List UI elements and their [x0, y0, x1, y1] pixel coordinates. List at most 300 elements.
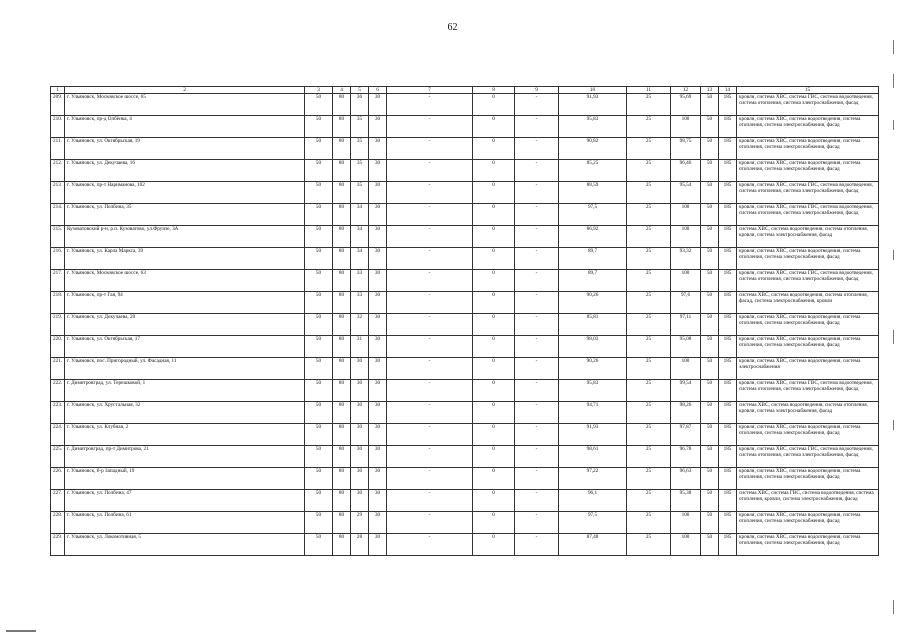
table-row	[51, 116, 879, 138]
value-cell: 0	[473, 512, 515, 534]
value-cell: 30	[369, 160, 387, 182]
table-row	[51, 248, 879, 270]
value-cell: 25	[627, 248, 671, 270]
row-number-cell: 217.	[51, 270, 65, 292]
works-cell: кровли, система ХВС, система водоотведения, система отопления, система электроснабжения, фасад	[737, 138, 879, 160]
value-cell: 100	[671, 116, 701, 138]
value-cell: -	[387, 94, 473, 116]
value-cell: 185	[719, 468, 737, 490]
table-row	[51, 204, 879, 226]
value-cell: 30	[369, 358, 387, 380]
row-number-cell: 219.	[51, 314, 65, 336]
value-cell: 34	[351, 204, 369, 226]
repair-table	[50, 86, 879, 556]
row-number-cell: 215.	[51, 226, 65, 248]
value-cell: -	[387, 512, 473, 534]
value-cell: 30	[369, 138, 387, 160]
row-number-cell: 222.	[51, 380, 65, 402]
value-cell: 0	[473, 138, 515, 160]
value-cell: 80	[333, 336, 351, 358]
value-cell: 185	[719, 446, 737, 468]
table-row	[51, 336, 879, 358]
row-number-cell: 211.	[51, 138, 65, 160]
value-cell: 0	[473, 248, 515, 270]
value-cell: 0	[473, 446, 515, 468]
table-row	[51, 424, 879, 446]
value-cell: 25	[627, 270, 671, 292]
value-cell: 30	[369, 512, 387, 534]
margin-mark	[893, 40, 894, 54]
table-row	[51, 380, 879, 402]
value-cell: 30	[369, 204, 387, 226]
value-cell: 50	[701, 292, 719, 314]
value-cell: 185	[719, 116, 737, 138]
value-cell: 25	[627, 336, 671, 358]
address-cell: г. Ульяновск, Московское шоссе, 63	[65, 270, 305, 292]
value-cell: 80	[333, 424, 351, 446]
value-cell: -	[515, 160, 559, 182]
value-cell: 185	[719, 512, 737, 534]
value-cell: 30	[369, 468, 387, 490]
works-cell: система ХВС, система ГВС, система водоотведения, система отопления, кровли, система электроснабжения, фасад	[737, 490, 879, 512]
address-cell: г. Ульяновск, ул. Декучаева, 16	[65, 160, 305, 182]
row-number-cell: 224.	[51, 424, 65, 446]
value-cell: 97,6	[671, 292, 701, 314]
value-cell: 50	[305, 402, 333, 424]
value-cell: 25	[627, 116, 671, 138]
address-cell: г. Ульяновск, пр-т Нариманова, 102	[65, 182, 305, 204]
works-cell: кровли, система ХВС, система ГВС, система водоотведения, система отопления, система электроснабжения, фасад	[737, 182, 879, 204]
value-cell: 50	[305, 512, 333, 534]
value-cell: 97,22	[559, 468, 627, 490]
value-cell: 50	[701, 534, 719, 556]
address-cell: г. Ульяновск, ул. Клубная, 2	[65, 424, 305, 446]
value-cell: 50	[701, 116, 719, 138]
value-cell: 50	[701, 402, 719, 424]
value-cell: 30	[369, 116, 387, 138]
column-header: 14	[719, 87, 737, 94]
value-cell: 50	[305, 270, 333, 292]
margin-mark	[893, 330, 894, 344]
value-cell: 50	[701, 490, 719, 512]
value-cell: 50	[305, 138, 333, 160]
address-cell: г. Ульяновск, ул. Полбина, 47	[65, 490, 305, 512]
address-cell: г. Ульяновск, ул. Докучаева, 20	[65, 314, 305, 336]
value-cell: 97,5	[559, 204, 627, 226]
table-row	[51, 292, 879, 314]
table-row	[51, 534, 879, 556]
value-cell: 30	[351, 468, 369, 490]
value-cell: 50	[701, 380, 719, 402]
table-row	[51, 160, 879, 182]
value-cell: 25	[627, 292, 671, 314]
row-number-cell: 213.	[51, 182, 65, 204]
value-cell: 25	[627, 182, 671, 204]
value-cell: 80	[333, 380, 351, 402]
value-cell: 50	[305, 468, 333, 490]
address-cell: г. Ульяновск, ул. Полбина, 61	[65, 512, 305, 534]
value-cell: -	[515, 116, 559, 138]
row-number-cell: 218.	[51, 292, 65, 314]
value-cell: 33	[351, 270, 369, 292]
value-cell: 50	[305, 116, 333, 138]
value-cell: 185	[719, 424, 737, 446]
value-cell: 0	[473, 94, 515, 116]
column-header: 4	[333, 87, 351, 94]
value-cell: 25	[627, 424, 671, 446]
value-cell: -	[515, 424, 559, 446]
value-cell: 31	[351, 336, 369, 358]
value-cell: 98,03	[559, 336, 627, 358]
value-cell: 30	[369, 292, 387, 314]
value-cell: 0	[473, 358, 515, 380]
value-cell: 30	[351, 490, 369, 512]
margin-mark	[893, 250, 894, 260]
value-cell: -	[515, 270, 559, 292]
value-cell: -	[387, 138, 473, 160]
value-cell: 91,93	[559, 94, 627, 116]
value-cell: -	[387, 446, 473, 468]
works-cell: кровли, система ХВС, система ГВС, система водоотведения, система отопления, система электроснабжения, фасад	[737, 204, 879, 226]
value-cell: 100	[671, 534, 701, 556]
value-cell: 80	[333, 138, 351, 160]
value-cell: 80	[333, 446, 351, 468]
value-cell: 98,26	[671, 402, 701, 424]
value-cell: 50	[701, 314, 719, 336]
value-cell: 25	[627, 204, 671, 226]
value-cell: 30	[369, 270, 387, 292]
value-cell: -	[515, 358, 559, 380]
value-cell: 30	[369, 248, 387, 270]
value-cell: 97,87	[671, 424, 701, 446]
value-cell: 50	[305, 336, 333, 358]
value-cell: 34	[351, 248, 369, 270]
works-cell: кровли, система ХВС, система ГВС, система водоотведения, система отопления, система электроснабжения, фасад	[737, 94, 879, 116]
value-cell: 185	[719, 358, 737, 380]
value-cell: 185	[719, 94, 737, 116]
value-cell: 25	[627, 468, 671, 490]
value-cell: 50	[305, 490, 333, 512]
value-cell: -	[387, 204, 473, 226]
value-cell: 50	[305, 94, 333, 116]
value-cell: -	[387, 468, 473, 490]
address-cell: г. Ульяновск, ул. Хрустальная, 32	[65, 402, 305, 424]
value-cell: -	[515, 248, 559, 270]
works-cell: кровли, система ХВС, система водоотведения, система отопления, система электроснабжения, фасад	[737, 468, 879, 490]
value-cell: 50	[305, 182, 333, 204]
works-cell: кровли, система ХВС, система водоотведения, система отопления, система электроснабжения, фасад	[737, 534, 879, 556]
value-cell: 0	[473, 160, 515, 182]
margin-mark	[893, 120, 894, 130]
value-cell: 25	[627, 160, 671, 182]
address-cell: г. Ульяновск, б-р Западный, 19	[65, 468, 305, 490]
value-cell: 50	[701, 204, 719, 226]
value-cell: 50	[701, 226, 719, 248]
value-cell: 30	[369, 534, 387, 556]
value-cell: 36	[351, 94, 369, 116]
value-cell: 100	[671, 226, 701, 248]
row-number-cell: 221.	[51, 358, 65, 380]
value-cell: -	[515, 446, 559, 468]
value-cell: 29	[351, 512, 369, 534]
value-cell: -	[387, 116, 473, 138]
value-cell: 100	[671, 358, 701, 380]
works-cell: кровли, система ХВС, система водоотведения, система отопления, система электроснабжения, фасад	[737, 248, 879, 270]
address-cell: г. Ульяновск, ул. Локомотивная, 5	[65, 534, 305, 556]
column-header: 1	[51, 87, 65, 94]
value-cell: 25	[627, 380, 671, 402]
table-row	[51, 358, 879, 380]
value-cell: 185	[719, 160, 737, 182]
value-cell: 30	[351, 358, 369, 380]
column-header: 7	[387, 87, 473, 94]
value-cell: 50	[701, 182, 719, 204]
value-cell: 80	[333, 292, 351, 314]
works-cell: система ХВС, система водоотведения, система отопления, фасад, система электроснабжения, кровли	[737, 292, 879, 314]
value-cell: 80	[333, 226, 351, 248]
value-cell: 30	[351, 446, 369, 468]
value-cell: 50	[305, 534, 333, 556]
address-cell: г. Димитровград, ул. Терешковой, 1	[65, 380, 305, 402]
row-number-cell: 229.	[51, 534, 65, 556]
value-cell: 90,26	[559, 292, 627, 314]
row-number-cell: 225.	[51, 446, 65, 468]
value-cell: 94,71	[559, 402, 627, 424]
table-row	[51, 94, 879, 116]
column-header: 2	[65, 87, 305, 94]
value-cell: 25	[627, 446, 671, 468]
value-cell: 80	[333, 358, 351, 380]
value-cell: 185	[719, 402, 737, 424]
value-cell: 50	[305, 226, 333, 248]
value-cell: -	[387, 292, 473, 314]
value-cell: 35	[351, 160, 369, 182]
table-row	[51, 468, 879, 490]
margin-mark	[6, 630, 36, 632]
value-cell: -	[387, 380, 473, 402]
value-cell: -	[387, 534, 473, 556]
value-cell: 50	[305, 292, 333, 314]
value-cell: 80	[333, 248, 351, 270]
address-cell: г. Ульяновск, пр-д Олбёнка, 4	[65, 116, 305, 138]
works-cell: кровли, система ХВС, система водоотведения, система отопления, система электроснабжения, фасад	[737, 512, 879, 534]
value-cell: 0	[473, 424, 515, 446]
address-cell: Кузоватовский р-н, р.п. Кузоватово, ул.Фрунзе, 3А	[65, 226, 305, 248]
value-cell: 34	[351, 226, 369, 248]
value-cell: 0	[473, 270, 515, 292]
value-cell: 30	[369, 446, 387, 468]
works-cell: кровли, система ХВС, система водоотведения, система электроснабжения	[737, 358, 879, 380]
row-number-cell: 216.	[51, 248, 65, 270]
value-cell: 50	[305, 358, 333, 380]
value-cell: 25	[627, 94, 671, 116]
row-number-cell: 220.	[51, 336, 65, 358]
value-cell: 80	[333, 490, 351, 512]
value-cell: -	[515, 292, 559, 314]
value-cell: 0	[473, 116, 515, 138]
works-cell: кровли, система ХВС, система ГВС, система водоотведения, система отопления, система электроснабжения, фасад	[737, 446, 879, 468]
value-cell: 80	[333, 116, 351, 138]
address-cell: г. Ульяновск, ул. Полбина, 35	[65, 204, 305, 226]
value-cell: 80	[333, 468, 351, 490]
row-number-cell: 212.	[51, 160, 65, 182]
value-cell: 50	[701, 94, 719, 116]
value-cell: 96,78	[671, 446, 701, 468]
table-row	[51, 138, 879, 160]
value-cell: 80	[333, 94, 351, 116]
value-cell: 100	[671, 512, 701, 534]
value-cell: 185	[719, 490, 737, 512]
value-cell: 30	[369, 380, 387, 402]
margin-mark	[893, 600, 894, 614]
value-cell: 50	[701, 358, 719, 380]
works-cell: система ХВС, система водоотведения, система отопления, кровли, система электроснабжения, фасад	[737, 402, 879, 424]
value-cell: 25	[627, 512, 671, 534]
value-cell: 50	[701, 512, 719, 534]
value-cell: 0	[473, 534, 515, 556]
value-cell: 96,63	[671, 468, 701, 490]
value-cell: 80	[333, 270, 351, 292]
page-number: 62	[447, 22, 458, 33]
row-number-cell: 223.	[51, 402, 65, 424]
value-cell: 32	[351, 314, 369, 336]
value-cell: 50	[305, 314, 333, 336]
value-cell: 30	[369, 182, 387, 204]
value-cell: -	[387, 226, 473, 248]
column-header: 13	[701, 87, 719, 94]
address-cell: г. Ульяновск, пос. Пригородный, ул. Фасадная, 11	[65, 358, 305, 380]
value-cell: 25	[627, 358, 671, 380]
value-cell: 0	[473, 226, 515, 248]
value-cell: 0	[473, 468, 515, 490]
value-cell: -	[515, 380, 559, 402]
table-row	[51, 314, 879, 336]
value-cell: 25	[627, 402, 671, 424]
value-cell: 35	[351, 116, 369, 138]
value-cell: 85,81	[559, 314, 627, 336]
value-cell: 30	[369, 94, 387, 116]
value-cell: -	[515, 138, 559, 160]
table-row	[51, 182, 879, 204]
value-cell: 95,69	[671, 94, 701, 116]
value-cell: 87,48	[559, 534, 627, 556]
value-cell: 95,83	[559, 116, 627, 138]
value-cell: 90,82	[559, 138, 627, 160]
value-cell: 185	[719, 248, 737, 270]
margin-mark	[893, 74, 894, 88]
column-header: 15	[737, 87, 879, 94]
value-cell: 80	[333, 204, 351, 226]
value-cell: 25	[627, 534, 671, 556]
value-cell: 95,54	[671, 182, 701, 204]
value-cell: 30	[369, 314, 387, 336]
value-cell: -	[387, 182, 473, 204]
value-cell: 0	[473, 292, 515, 314]
value-cell: 91,93	[559, 424, 627, 446]
value-cell: 33	[351, 292, 369, 314]
value-cell: -	[515, 534, 559, 556]
value-cell: 97,11	[671, 314, 701, 336]
header-row	[51, 87, 879, 94]
value-cell: 80	[333, 314, 351, 336]
value-cell: 185	[719, 226, 737, 248]
value-cell: 50	[701, 160, 719, 182]
value-cell: 50	[701, 336, 719, 358]
value-cell: 185	[719, 380, 737, 402]
column-header: 8	[473, 87, 515, 94]
value-cell: -	[515, 204, 559, 226]
row-number-cell: 226.	[51, 468, 65, 490]
works-cell: кровли, система ХВС, система водоотведения, система отопления, система электроснабжения, фасад	[737, 314, 879, 336]
value-cell: 0	[473, 314, 515, 336]
value-cell: 30	[351, 380, 369, 402]
value-cell: 50	[701, 446, 719, 468]
value-cell: 185	[719, 182, 737, 204]
works-cell: кровли, система ХВС, система водоотведения, система отопления, система электроснабжения, фасад	[737, 424, 879, 446]
address-cell: г. Ульяновск, ул. Октябрьская, 19	[65, 138, 305, 160]
value-cell: 0	[473, 380, 515, 402]
value-cell: 35	[351, 182, 369, 204]
value-cell: 50	[701, 248, 719, 270]
value-cell: -	[387, 336, 473, 358]
value-cell: 185	[719, 336, 737, 358]
value-cell: -	[515, 94, 559, 116]
table-row	[51, 270, 879, 292]
value-cell: 30	[369, 490, 387, 512]
value-cell: -	[515, 468, 559, 490]
column-header: 6	[369, 87, 387, 94]
value-cell: 80	[333, 160, 351, 182]
value-cell: -	[387, 358, 473, 380]
works-cell: система ХВС, система водоотведения, система отопления, кровли, система электроснабжения, фасад	[737, 226, 879, 248]
value-cell: 50	[305, 204, 333, 226]
column-header: 9	[515, 87, 559, 94]
value-cell: 80	[333, 534, 351, 556]
value-cell: 97,5	[559, 512, 627, 534]
value-cell: -	[387, 402, 473, 424]
value-cell: -	[515, 336, 559, 358]
column-header: 11	[627, 87, 671, 94]
value-cell: 25	[627, 138, 671, 160]
value-cell: 185	[719, 138, 737, 160]
value-cell: 0	[473, 204, 515, 226]
value-cell: 0	[473, 402, 515, 424]
value-cell: 80	[333, 512, 351, 534]
works-cell: кровли, система ХВС, система ГВС, система водоотведения, система отопления, система электроснабжения, фасад	[737, 270, 879, 292]
margin-mark	[893, 420, 894, 430]
value-cell: 50	[701, 270, 719, 292]
value-cell: 35	[351, 138, 369, 160]
value-cell: 50	[305, 446, 333, 468]
table-row	[51, 402, 879, 424]
value-cell: 185	[719, 534, 737, 556]
value-cell: 89,7	[559, 248, 627, 270]
table-row	[51, 446, 879, 468]
value-cell: 85,25	[559, 160, 627, 182]
value-cell: 98,75	[671, 138, 701, 160]
row-number-cell: 209.	[51, 94, 65, 116]
value-cell: 28	[351, 534, 369, 556]
value-cell: 0	[473, 182, 515, 204]
works-cell: кровли, система ХВС, система ГВС, система водоотведения, система отопления, система электроснабжения, фасад	[737, 380, 879, 402]
row-number-cell: 214.	[51, 204, 65, 226]
table-row	[51, 512, 879, 534]
value-cell: 95,83	[559, 380, 627, 402]
value-cell: 185	[719, 292, 737, 314]
address-cell: г. Ульяновск, ул. Октябрьская, 17	[65, 336, 305, 358]
value-cell: 100	[671, 270, 701, 292]
value-cell: 25	[627, 226, 671, 248]
